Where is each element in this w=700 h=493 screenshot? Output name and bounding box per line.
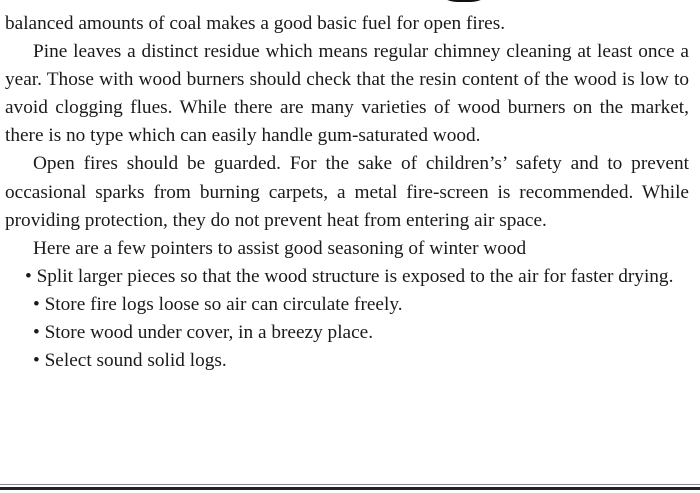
bullet-split-pieces: • Split larger pieces so that the wood structure is exposed to the air for faster drying. — [25, 265, 674, 287]
paragraph-pine-residue: Pine leaves a distinct residue which means regular chimney cleaning at least once a year. Those with wood burners should check that the resin content of the wood is low to avoid clogging flues. While there are many varieties of wood burners on the market, there is no type which can easily handle gum-saturated wood. — [5, 41, 689, 147]
heading-letter-fragment — [428, 0, 500, 2]
bullet-store-under-cover: • Store wood under cover, in a breezy place. — [33, 322, 374, 344]
paragraph-pointers-intro: Here are a few pointers to assist good seasoning of winter wood — [33, 237, 527, 259]
article-body — [5, 10, 689, 375]
intro-tail-line: balanced amounts of coal makes a good basic fuel for open fires. — [5, 13, 506, 34]
bullet-sound-logs: • Select sound solid logs. — [33, 350, 227, 372]
bullet-store-loose: • Store fire logs loose so air can circulate freely. — [33, 293, 403, 315]
page-bottom-rule-thin — [0, 484, 700, 485]
clipped-heading-letter — [420, 0, 510, 6]
paragraph-open-fires: Open fires should be guarded. For the sake of children’s’ safety and to prevent occasional sparks from burning carpets, a metal fire-screen is recommended. While providing protection, they do not prevent heat from entering air space. — [5, 153, 689, 231]
page-bottom-rule — [0, 487, 700, 490]
